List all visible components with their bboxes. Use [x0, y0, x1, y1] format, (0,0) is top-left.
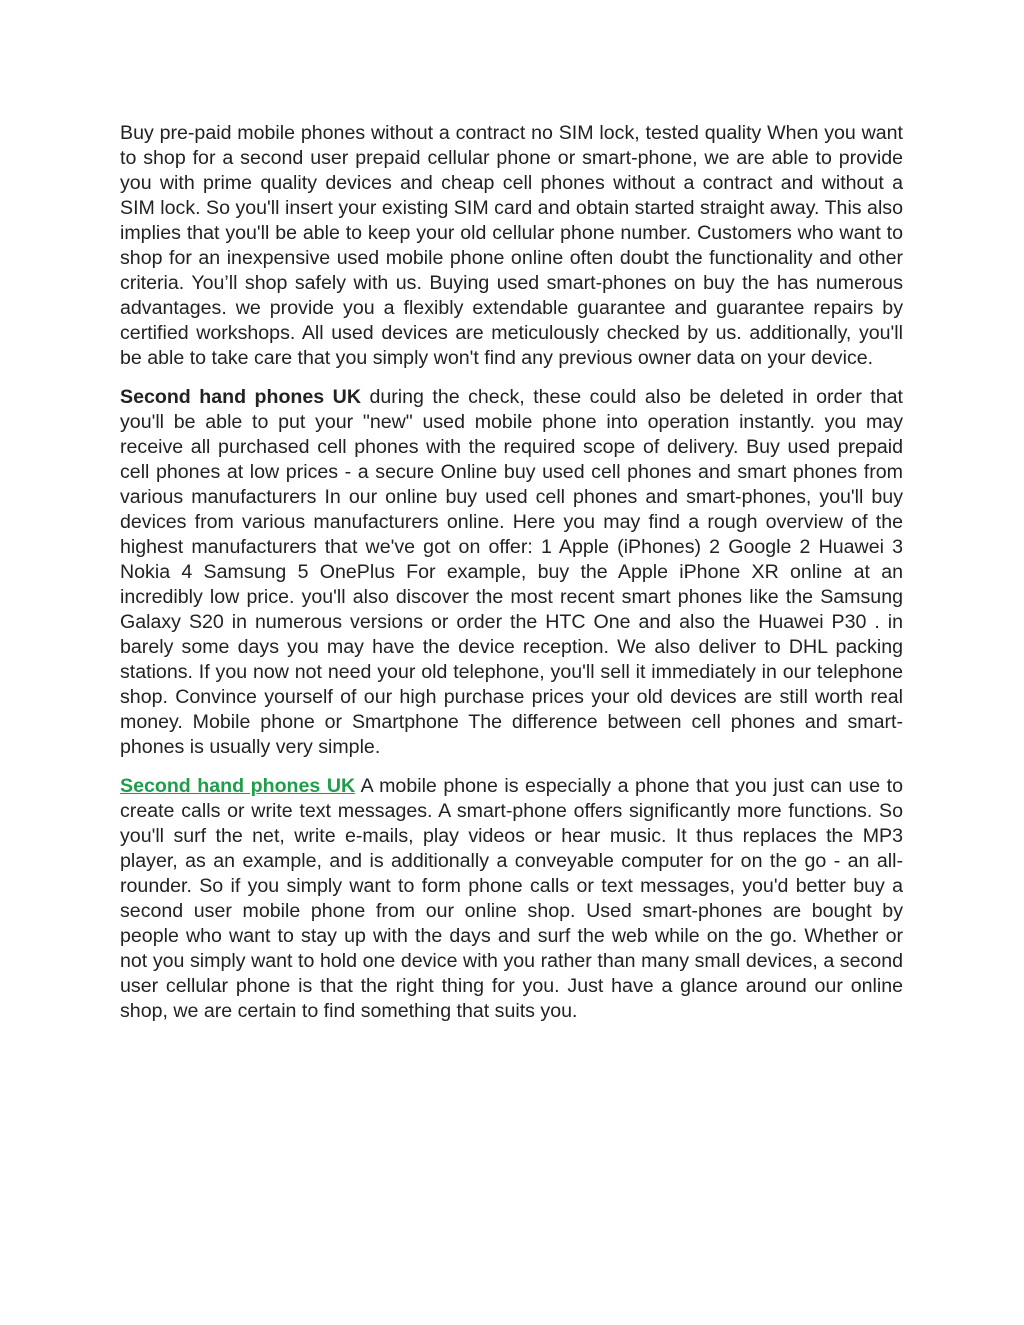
paragraph-second-text: during the check, these could also be deleted in order that you'll be able to put your "new" used mobile phone into operation instantly. you may receive all purchased cell phones with the required scope of delivery. Buy used prepaid cell phones at low prices - a secure Online buy used cell phones and smart phones from various manufacturers In our online buy used cell phones and smart-phones, you'll buy devices from various manufacturers online. Here you may find a rough overview of the highest manufacturers that we've got on offer: 1 Apple (iPhones) 2 Google 2 Huawei 3 Nokia 4 Samsung 5 OnePlus For example, buy the Apple iPhone XR online at an incredibly low price. you'll also discover the most recent smart phones like the Samsung Galaxy S20 in numerous versions or order the HTC One and also the Huawei P30 . in barely some days you may have the device reception. We also deliver to DHL packing stations. If you now not need your old telephone, you'll sell it immediately in our telephone shop. Convince yourself of our high purchase prices your old devices are still worth real money. Mobile phone or Smartphone The difference between cell phones and smart-phones is usually very simple.	[120, 386, 903, 758]
document-page	[120, 121, 903, 1038]
second-hand-phones-link[interactable]: Second hand phones UK	[120, 775, 356, 797]
paragraph-intro	[120, 121, 903, 371]
paragraph-third	[120, 774, 903, 1024]
bold-heading-second-hand-phones: Second hand phones UK	[120, 386, 361, 408]
paragraph-intro-text: Buy pre-paid mobile phones without a contract no SIM lock, tested quality When you want to shop for a second user prepaid cellular phone or smart-phone, we are able to provide you with prime quality devices and cheap cell phones without a contract and without a SIM lock. So you'll insert your existing SIM card and obtain started straight away. This also implies that you'll be able to keep your old cellular phone number. Customers who want to shop for an inexpensive used mobile phone online often doubt the functionality and other criteria. You’ll shop safely with us. Buying used smart-phones on buy the has numerous advantages. we provide you a flexibly extendable guarantee and guarantee repairs by certified workshops. All used devices are meticulously checked by us. additionally, you'll be able to take care that you simply won't find any previous owner data on your device.	[120, 122, 903, 369]
paragraph-third-text: A mobile phone is especially a phone that you just can use to create calls or write text messages. A smart-phone offers significantly more functions. So you'll surf the net, write e-mails, play videos or hear music. It thus replaces the MP3 player, as an example, and is additionally a conveyable computer for on the go - an all-rounder. So if you simply want to form phone calls or text messages, you'd better buy a second user mobile phone from our online shop. Used smart-phones are bought by people who want to stay up with the days and surf the web while on the go. Whether or not you simply want to hold one device with you rather than many small devices, a second user cellular phone is that the right thing for you. Just have a glance around our online shop, we are certain to find something that suits you.	[120, 775, 903, 1022]
paragraph-second	[120, 385, 903, 760]
